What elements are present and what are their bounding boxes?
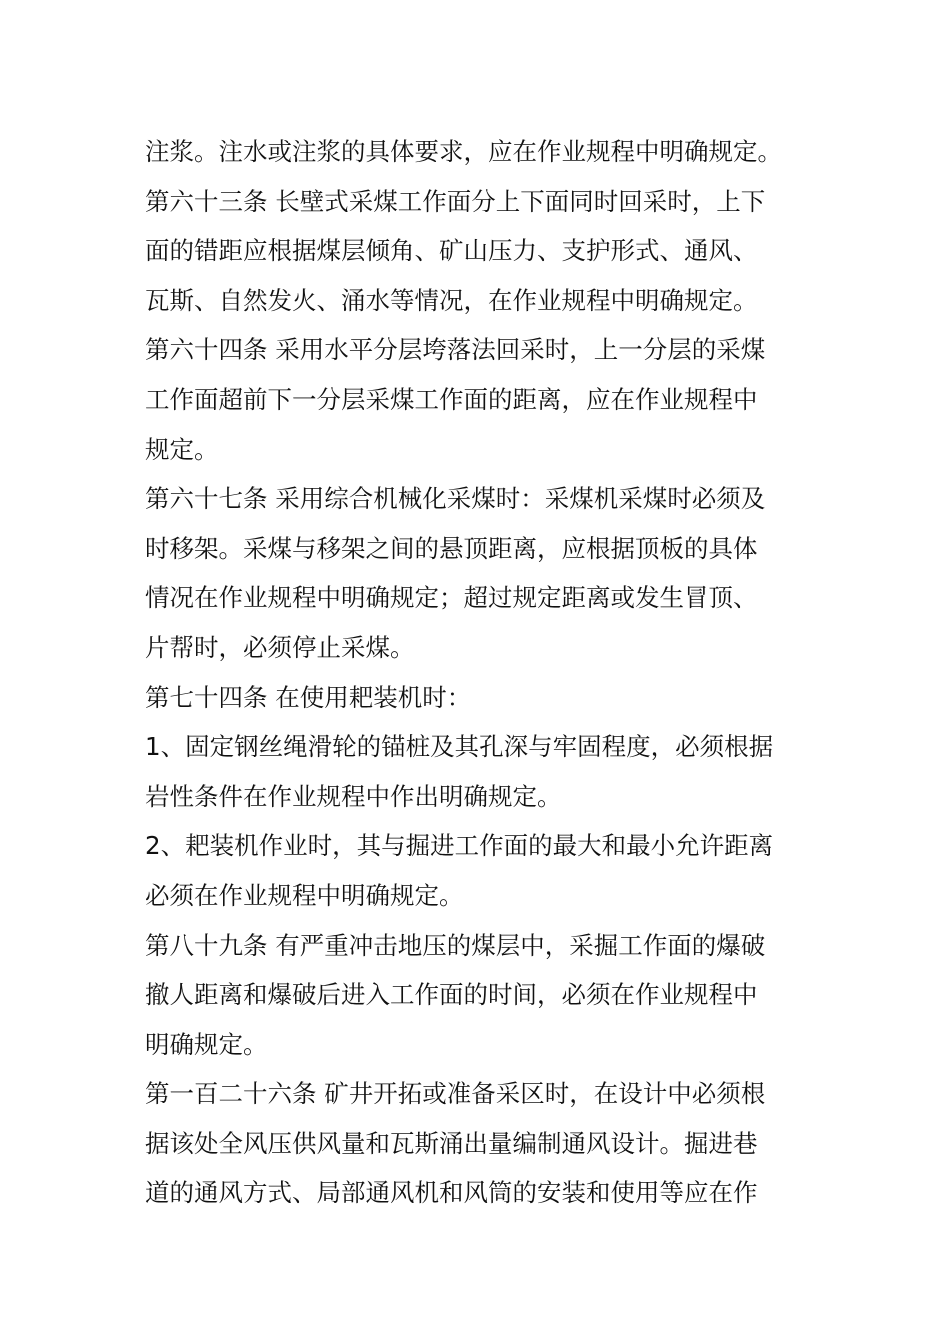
text-line: 第六十七条 采用综合机械化采煤时：采煤机采煤时必须及 (145, 484, 766, 514)
text-line: 1、固定钢丝绳滑轮的锚桩及其孔深与牢固程度，必须根据 (145, 732, 774, 762)
text-line: 第八十九条 有严重冲击地压的煤层中，采掘工作面的爆破 (145, 930, 766, 960)
text-line: 瓦斯、自然发火、涌水等情况，在作业规程中明确规定。 (145, 285, 758, 315)
text-line: 面的错距应根据煤层倾角、矿山压力、支护形式、通风、 (145, 236, 758, 266)
text-line: 明确规定。 (145, 1029, 268, 1059)
text-line: 第七十四条 在使用耙装机时： (145, 682, 472, 712)
text-line: 工作面超前下一分层采煤工作面的距离，应在作业规程中 (145, 384, 758, 414)
text-line: 撤人距离和爆破后进入工作面的时间，必须在作业规程中 (145, 980, 758, 1010)
text-line: 第一百二十六条 矿井开拓或准备采区时，在设计中必须根 (145, 1079, 766, 1109)
text-line: 规定。 (145, 434, 219, 464)
text-line: 片帮时，必须停止采煤。 (145, 632, 415, 662)
text-line: 情况在作业规程中明确规定；超过规定距离或发生冒顶、 (145, 583, 758, 613)
text-line: 注浆。注水或注浆的具体要求，应在作业规程中明确规定。 (145, 137, 782, 166)
text-line: 道的通风方式、局部通风机和风筒的安装和使用等应在作 (145, 1178, 758, 1208)
text-line: 岩性条件在作业规程中作出明确规定。 (145, 781, 562, 811)
text-line: 2、耙装机作业时，其与掘进工作面的最大和最小允许距离 (145, 831, 774, 861)
text-line: 据该处全风压供风量和瓦斯涌出量编制通风设计。掘进巷 (145, 1128, 758, 1158)
text-line: 时移架。采煤与移架之间的悬顶距离，应根据顶板的具体 (145, 533, 758, 563)
text-line: 第六十三条 长壁式采煤工作面分上下面同时回采时，上下 (145, 186, 766, 216)
document-body (145, 127, 810, 1218)
text-line: 必须在作业规程中明确规定。 (145, 880, 464, 910)
text-line: 第六十四条 采用水平分层垮落法回采时，上一分层的采煤 (145, 335, 766, 365)
